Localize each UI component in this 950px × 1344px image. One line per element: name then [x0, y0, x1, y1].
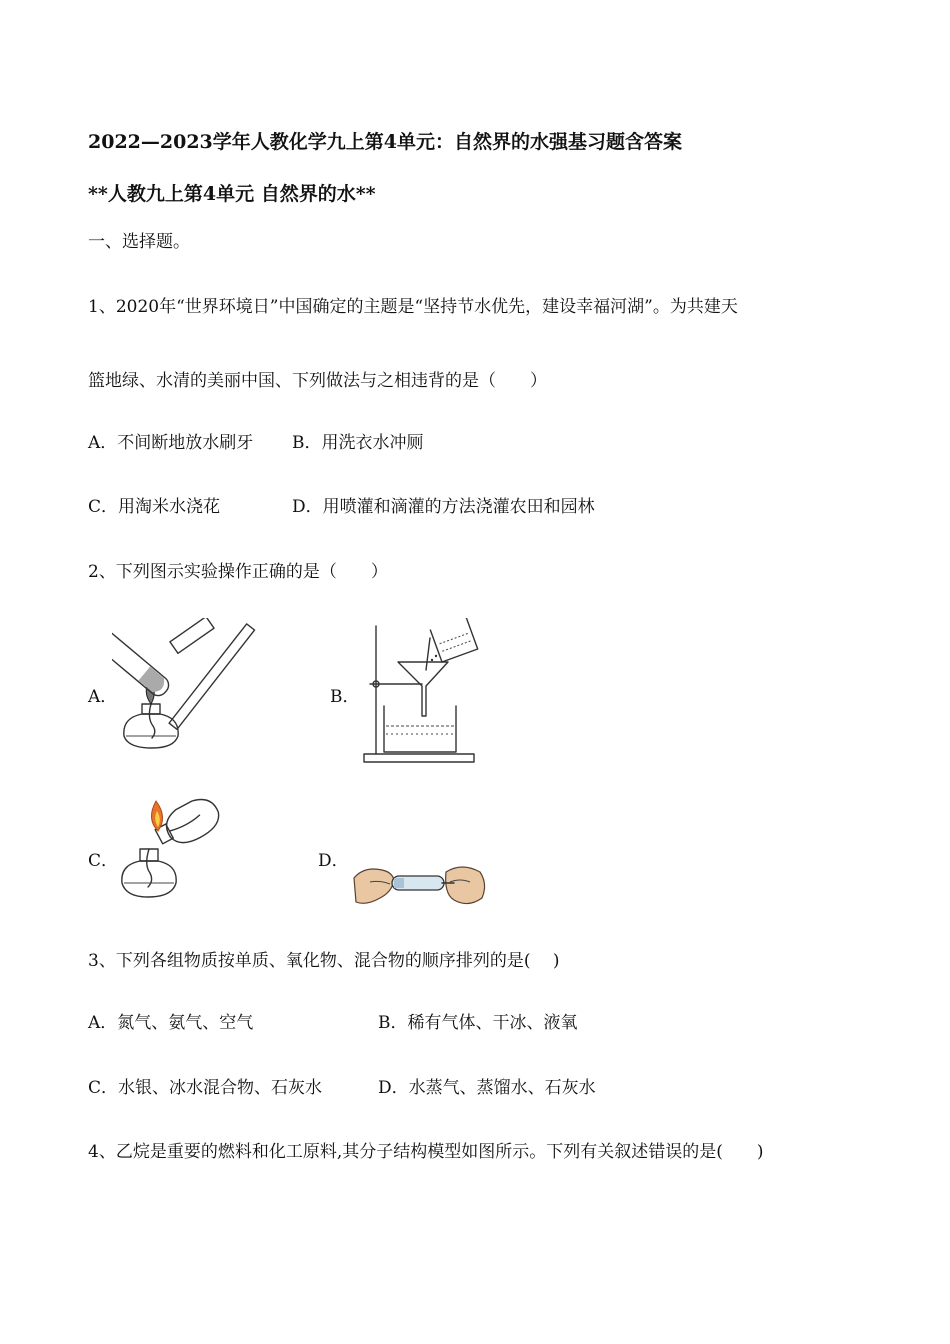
option-label: A．: [88, 433, 118, 453]
q3-option-d: [378, 1077, 596, 1099]
test-tube-heating-figure: [112, 618, 262, 760]
hands-test-tube-figure: [350, 858, 490, 914]
option-label: D．: [378, 1078, 409, 1098]
option-text: 水蒸气、蒸馏水、石灰水: [408, 1078, 596, 1098]
option-label: D．: [292, 497, 323, 517]
lamp-lighting-figure: [112, 795, 242, 907]
q1-stem-line1: 1、2020年“世界环境日”中国确定的主题是“坚持节水优先，建设幸福河湖”。为共建天: [88, 297, 738, 317]
q2-stem: 2、下列图示实验操作正确的是（ ）: [88, 562, 388, 582]
q2-label-a: A．: [88, 687, 118, 707]
q2-label-c: C．: [88, 851, 119, 871]
option-text: 用洗衣水冲厕: [321, 433, 424, 453]
q3-option-b: [378, 1012, 578, 1034]
q3-stem: 3、下列各组物质按单质、氧化物、混合物的顺序排列的是( ): [88, 951, 560, 971]
option-label: C．: [88, 497, 119, 517]
option-text: 水银、冰水混合物、石灰水: [118, 1078, 323, 1098]
q1-stem-line2: 篮地绿、水清的美丽中国、下列做法与之相违背的是（ ）: [88, 371, 547, 391]
q2-label-d: D．: [318, 851, 349, 871]
q1-option-b: [292, 432, 424, 454]
option-text: 不间断地放水刷牙: [117, 433, 254, 453]
q1-option-a: [88, 432, 253, 454]
option-label: A．: [88, 1013, 118, 1033]
q2-label-b: B．: [330, 687, 360, 707]
option-text: 用淘米水浇花: [118, 497, 221, 517]
document-title: 2022—2023学年人教化学九上第4单元：自然界的水强基习题含答案: [88, 131, 682, 153]
q3-option-c: [88, 1077, 322, 1099]
option-label: B．: [378, 1013, 408, 1033]
filtration-figure: [356, 618, 486, 766]
document-subtitle: **人教九上第4单元 自然界的水**: [88, 183, 376, 205]
option-label: C．: [88, 1078, 119, 1098]
q1-option-c: [88, 496, 220, 518]
q4-stem: 4、乙烷是重要的燃料和化工原料,其分子结构模型如图所示。下列有关叙述错误的是( ): [88, 1142, 764, 1162]
option-text: 稀有气体、干冰、液氧: [407, 1013, 578, 1033]
option-text: 用喷灌和滴灌的方法浇灌农田和园林: [322, 497, 595, 517]
q1-option-d: [292, 496, 595, 518]
q3-option-a: [88, 1012, 253, 1034]
option-text: 氮气、氨气、空气: [117, 1013, 254, 1033]
section-heading: 一、选择题。: [88, 232, 190, 252]
option-label: B．: [292, 433, 322, 453]
